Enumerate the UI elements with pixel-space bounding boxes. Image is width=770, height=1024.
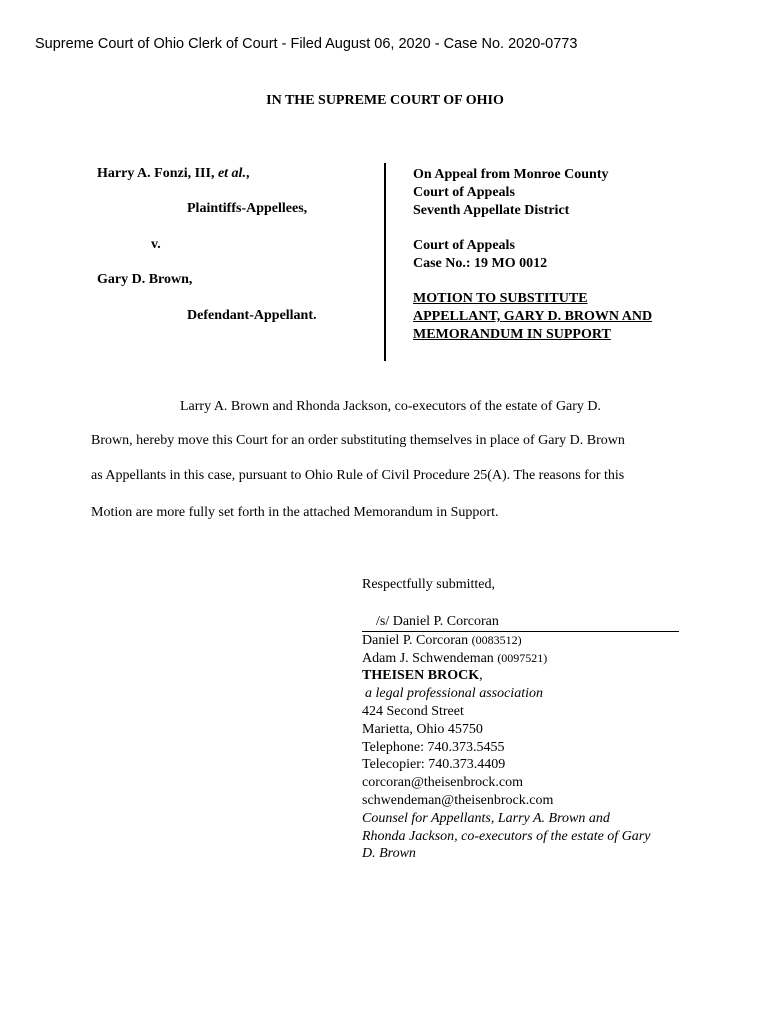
firm-description: a legal professional association	[365, 686, 543, 702]
plaintiff-trailing: ,	[245, 166, 250, 181]
appeal-info	[413, 166, 609, 220]
case-line: Court of Appeals	[413, 238, 515, 253]
motion-title-line: MOTION TO SUBSTITUTE	[413, 291, 588, 306]
motion-title	[413, 290, 652, 344]
firm-comma: ,	[479, 668, 483, 684]
body-line: Brown, hereby move this Court for an order substituting themselves in place of Gary D. Brown	[91, 433, 625, 448]
appeal-line: On Appeal from Monroe County	[413, 167, 609, 182]
filing-header: Supreme Court of Ohio Clerk of Court - Filed August 06, 2020 - Case No. 2020-0773	[35, 36, 578, 52]
firm-name	[362, 667, 679, 685]
counsel-line: D. Brown	[362, 846, 416, 862]
attorney-1-reg: (0083512)	[471, 632, 522, 647]
plaintiff-name-text: Harry A. Fonzi, III,	[97, 166, 215, 181]
firm-name-text: THEISEN BROCK	[362, 668, 480, 684]
court-title: IN THE SUPREME COURT OF OHIO	[266, 93, 504, 108]
attorney-1-name: Daniel P. Corcoran	[362, 632, 472, 648]
caption-divider	[384, 163, 386, 361]
motion-title-line: MEMORANDUM IN SUPPORT	[413, 327, 611, 342]
plaintiff-name	[97, 166, 249, 182]
defendant-name: Gary D. Brown,	[97, 272, 193, 287]
plaintiff-role: Plaintiffs-Appellees,	[187, 201, 308, 216]
case-number: Case No.: 19 MO 0012	[413, 256, 548, 271]
body-line: Larry A. Brown and Rhonda Jackson, co-executors of the estate of Gary D.	[180, 399, 602, 414]
signature-block	[362, 613, 679, 863]
plaintiff-etal: et al.	[217, 166, 246, 181]
versus: v.	[151, 237, 161, 252]
body-line: as Appellants in this case, pursuant to Ohio Rule of Civil Procedure 25(A). The reasons for this	[91, 468, 625, 483]
attorney-2	[362, 650, 679, 668]
closing: Respectfully submitted,	[362, 577, 495, 592]
address-line-1: 424 Second Street	[362, 703, 464, 719]
attorney-2-name: Adam J. Schwendeman	[362, 650, 498, 666]
defendant-role: Defendant-Appellant.	[187, 308, 317, 323]
telephone: Telephone: 740.373.5455	[362, 739, 505, 755]
attorney-2-reg: (0097521)	[497, 650, 548, 665]
appeal-line: Court of Appeals	[413, 185, 515, 200]
counsel-line: Rhonda Jackson, co-executors of the estate of Gary	[362, 828, 651, 844]
appeal-line: Seventh Appellate District	[413, 203, 570, 218]
counsel-line: Counsel for Appellants, Larry A. Brown and	[362, 810, 610, 826]
email-link[interactable]: schwendeman@theisenbrock.com	[362, 792, 554, 808]
case-info	[413, 237, 547, 273]
email-link[interactable]: corcoran@theisenbrock.com	[362, 775, 523, 791]
electronic-signature: /s/ Daniel P. Corcoran	[362, 613, 679, 632]
telecopier: Telecopier: 740.373.4409	[362, 757, 506, 773]
body-line: Motion are more fully set forth in the attached Memorandum in Support.	[91, 505, 499, 520]
attorney-1	[362, 632, 679, 650]
address-line-2: Marietta, Ohio 45750	[362, 721, 483, 737]
motion-title-line: APPELLANT, GARY D. BROWN AND	[413, 309, 653, 324]
